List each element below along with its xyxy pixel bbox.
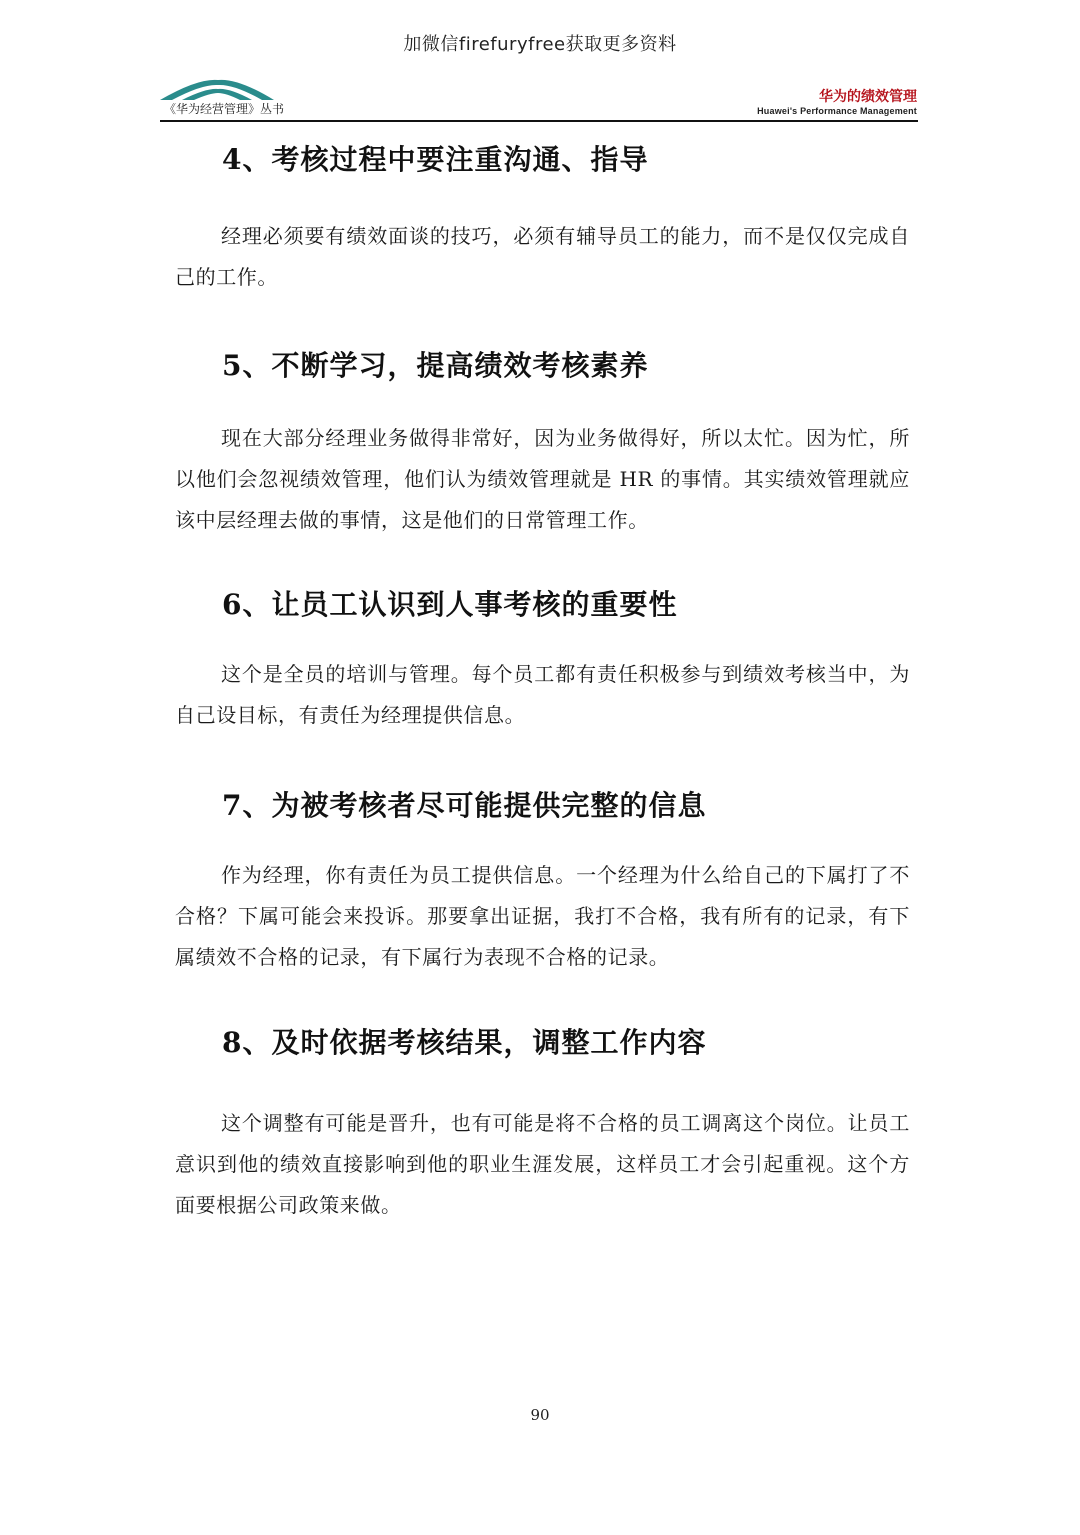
header-divider [160,120,918,122]
brand-block [757,88,917,117]
series-label: 《华为经营管理》丛书 [164,102,285,116]
brand-title-en: Huawei's Performance Management [757,106,917,116]
section-body-5: 现在大部分经理业务做得非常好，因为业务做得好，所以太忙。因为忙，所以他们会忽视绩效管理，他们认为绩效管理就是 HR 的事情。其实绩效管理就应该中层经理去做的事情，这是他们的日常管理工作。 [175,426,910,532]
page-number: 90 [530,1406,550,1424]
section-body-7: 作为经理，你有责任为员工提供信息。一个经理为什么给自己的下属打了不合格？下属可能会来投诉。那要拿出证据，我打不合格，我有所有的记录，有下属绩效不合格的记录，有下属行为表现不合格的记录。 [175,863,910,969]
section-heading-7: 7、为被考核者尽可能提供完整的信息 [222,789,707,822]
section-heading-8: 8、及时依据考核结果，调整工作内容 [222,1026,707,1059]
section-heading-5: 5、不断学习，提高绩效考核素养 [222,349,649,382]
section-heading-4: 4、考核过程中要注重沟通、指导 [222,143,649,176]
mountain-logo-icon [158,76,276,102]
brand-title-cn: 华为的绩效管理 [819,89,917,105]
section-body-4: 经理必须要有绩效面谈的技巧，必须有辅导员工的能力，而不是仅仅完成自己的工作。 [175,224,910,289]
page-content [175,138,910,1226]
section-heading-6: 6、让员工认识到人事考核的重要性 [222,588,678,621]
section-body-6: 这个是全员的培训与管理。每个员工都有责任积极参与到绩效考核当中，为自己设目标，有责任为经理提供信息。 [175,662,910,727]
section-body-8: 这个调整有可能是晋升，也有可能是将不合格的员工调离这个岗位。让员工意识到他的绩效直接影响到他的职业生涯发展，这样员工才会引起重视。这个方面要根据公司政策来做。 [175,1111,910,1217]
watermark-text: 加微信firefuryfree获取更多资料 [403,34,677,55]
